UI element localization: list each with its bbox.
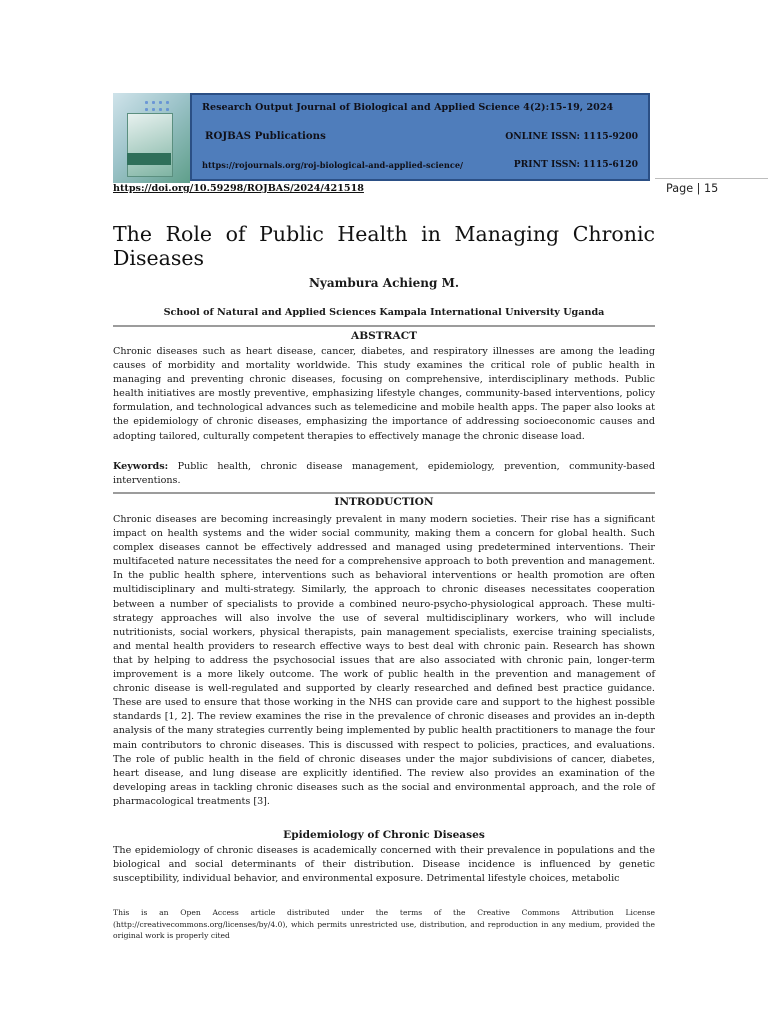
epidemiology-text: The epidemiology of chronic diseases is academically concerned with their prevalence in populations and the biological and social determinants of their distribution. Disease incidence is influenced by genetic susceptibility, individual behavior, and environmental exposure. Detrimental lifestyle choices, metabolic xyxy=(113,845,655,885)
cover-book-graphic xyxy=(127,113,173,177)
article-title: The Role of Public Health in Managing Chronic Diseases xyxy=(113,222,655,270)
journal-cover-image xyxy=(113,93,190,183)
doi-link[interactable]: https://doi.org/10.59298/ROJBAS/2024/421518 xyxy=(113,183,364,194)
license-footer: This is an Open Access article distributed under the terms of the Creative Commons Attribution License (http://creativecommons.org/licenses/by/4.0), which permits unrestricted use, distribution, and reproduction in any medium, provided the original work is properly cited xyxy=(113,908,655,940)
introduction-text: Chronic diseases are becoming increasingly prevalent in many modern societies. Their rise has a significant impact on health systems and the wider social community, making them a concern for global health. Such complex diseases cannot be effectively addressed and managed using predetermined interventions. Their multifaceted nature necessitates the need for a comprehensive approach to both prevention and management. In the public health sphere, interventions such as behavioral interventions or health promotion are often multidisciplinary and multi-strategy. Similarly, the approach to chronic diseases necessitates cooperation between a number of specialists to provide a combined neuro-psycho-physiological approach. These multi-strategy approaches will also involve the use of several multidisciplinary workers, who will include nutritionists, social workers, physical therapists, pain management specialists, exercise training specialists, and mental health providers to research effective ways to best deal with chronic pain. Research has shown that by helping to address the psychosocial issues that are also associated with chronic pain, longer-term improvement is a more likely outcome. The work of public health in the prevention and management of chronic disease is well-regulated and supported by clearly researched and defined best practice guidance. These are used to ensure that those working in the NHS can provide care and support to the highest possible standards [1, 2]. The review examines the rise in the prevalence of chronic diseases and provides an in-depth analysis of the many strategies currently being implemented by public health practitioners to manage the four main contributors to chronic diseases. This is discussed with respect to policies, practices, and evaluations. The role of public health in the field of chronic diseases under the major subdivisions of cancer, diabetes, heart disease, and lung disease are explicitly identified. The review also provides an examination of the developing areas in tackling chronic diseases such as the social and environmental approach, and the role of pharmacological treatments [3]. xyxy=(113,514,655,807)
journal-header-banner xyxy=(190,93,650,181)
journal-citation-line: Research Output Journal of Biological and Applied Science 4(2):15-19, 2024 xyxy=(202,102,614,113)
abstract-text: Chronic diseases such as heart disease, cancer, diabetes, and respiratory illnesses are among the leading causes of morbidity and mortality worldwide. This study examines the critical role of public health in managing and preventing chronic diseases, focusing on comprehensive, interdisciplinary methods. Public health initiatives are mostly preventive, emphasizing lifestyle changes, community-based interventions, policy formulation, and technological advances such as telemedicine and mobile health apps. The paper also looks at the epidemiology of chronic diseases, emphasizing the importance of addressing socioeconomic causes and adopting tailored, culturally competent therapies to effectively manage the chronic disease load. xyxy=(113,346,655,442)
keywords-label: Keywords: xyxy=(113,461,169,472)
publisher-name: ROJBAS Publications xyxy=(205,130,326,142)
introduction-top-rule xyxy=(113,492,655,494)
introduction-heading: INTRODUCTION xyxy=(334,496,434,508)
online-issn: ONLINE ISSN: 1115-9200 xyxy=(505,131,638,142)
author-affiliation: School of Natural and Applied Sciences Kampala International University Uganda xyxy=(163,307,605,318)
print-issn: PRINT ISSN: 1115-6120 xyxy=(513,159,638,170)
cover-band xyxy=(127,153,171,165)
author-name: Nyambura Achieng M. xyxy=(308,276,460,290)
epidemiology-heading: Epidemiology of Chronic Diseases xyxy=(283,829,485,841)
abstract-heading: ABSTRACT xyxy=(350,330,418,342)
cover-decoration xyxy=(143,99,171,113)
keywords-paragraph xyxy=(113,460,655,488)
abstract-top-rule xyxy=(113,325,655,327)
page-number: Page | 15 xyxy=(666,182,719,195)
journal-url-link[interactable]: https://rojournals.org/roj-biological-and-applied-science/ xyxy=(202,160,464,170)
keywords-list: Public health, chronic disease management, epidemiology, prevention, community-based interventions. xyxy=(113,461,655,487)
header-divider xyxy=(655,178,768,179)
